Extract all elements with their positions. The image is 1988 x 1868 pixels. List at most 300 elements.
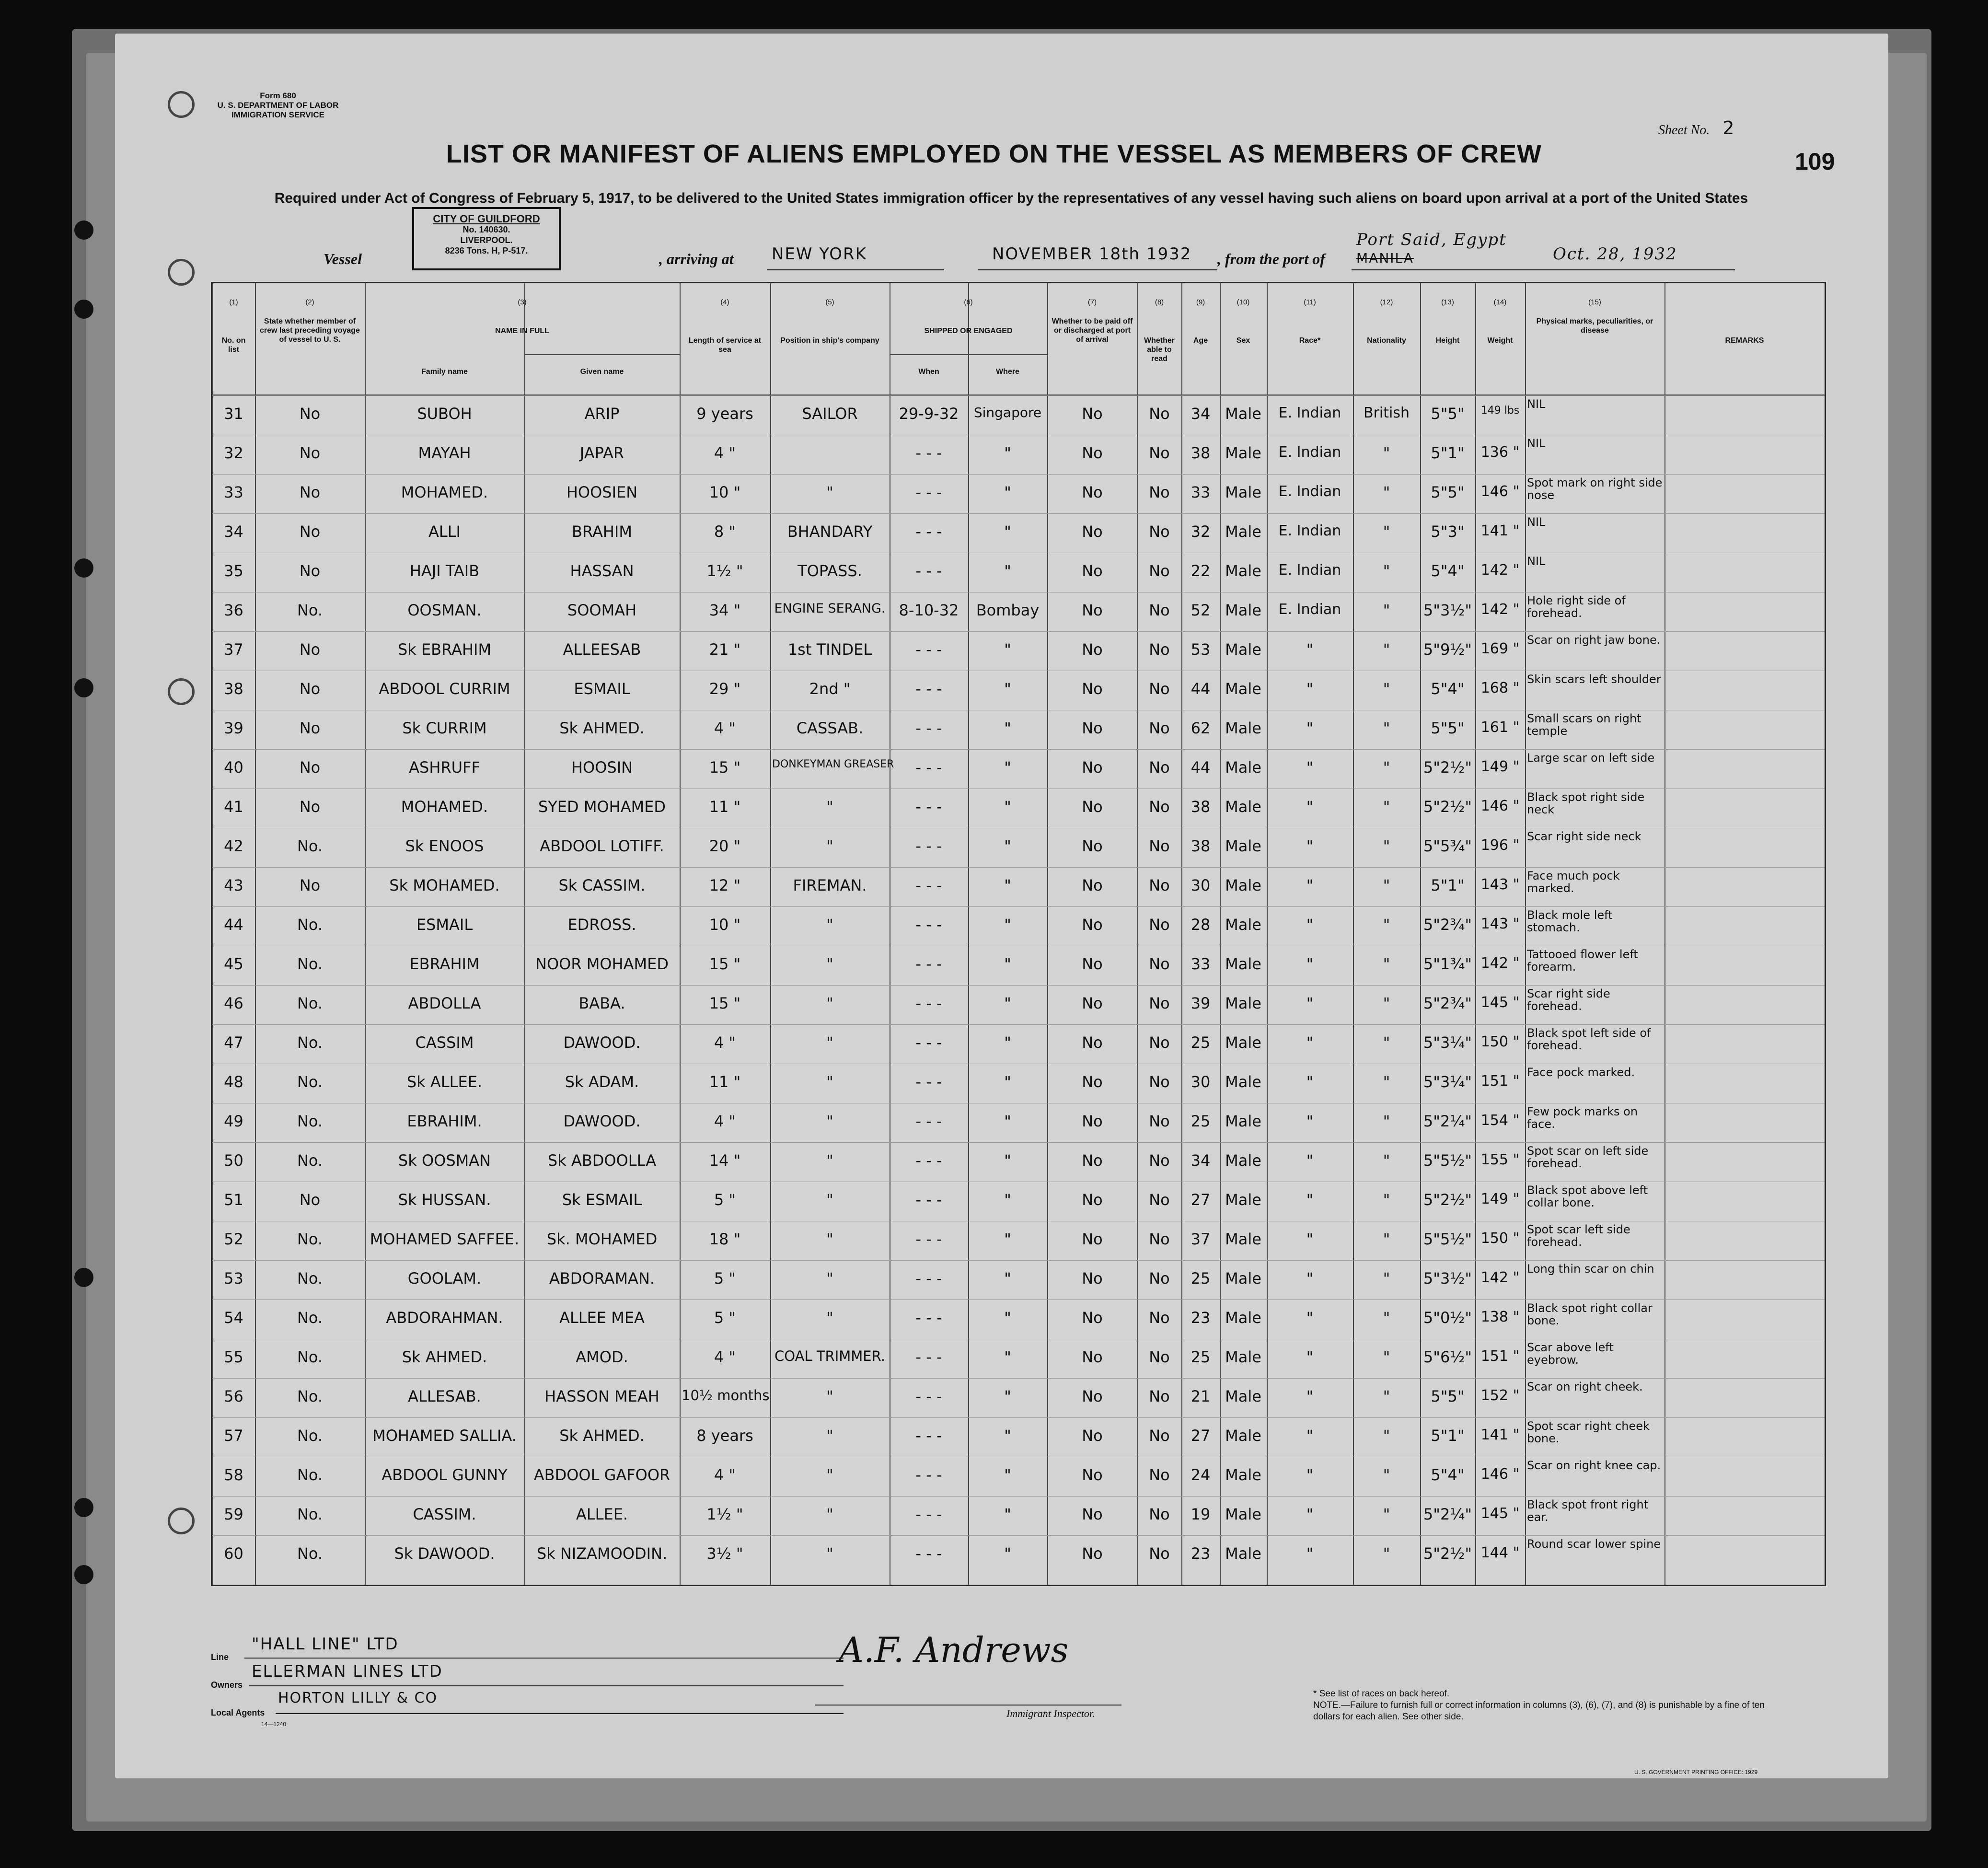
- cell-nat: ": [1383, 1033, 1390, 1052]
- cell-given: HASSON MEAH: [544, 1387, 659, 1405]
- cell-marks: Round scar lower spine: [1527, 1537, 1661, 1551]
- table-row: [212, 1496, 1825, 1536]
- cell-service: 20 ": [709, 837, 741, 855]
- cell-paid: No: [1082, 916, 1103, 934]
- cell-no: 44: [224, 916, 243, 934]
- cell-family: ABDOOL GUNNY: [381, 1466, 508, 1484]
- cell-given: Sk CASSIM.: [558, 876, 646, 894]
- cell-when: - - -: [915, 444, 942, 462]
- cell-where: ": [1004, 680, 1011, 698]
- cell-weight: 142 ": [1480, 955, 1520, 972]
- cell-when: - - -: [915, 1427, 942, 1445]
- cell-when: - - -: [915, 562, 942, 580]
- column-header: Sex: [1236, 336, 1250, 345]
- cell-paid: No: [1082, 1505, 1103, 1523]
- cell-paid: No: [1082, 994, 1103, 1012]
- cell-nat: ": [1383, 994, 1390, 1012]
- cell-weight: 145 ": [1480, 994, 1520, 1011]
- cell-family: CASSIM.: [413, 1505, 476, 1523]
- cell-race: ": [1306, 1073, 1314, 1091]
- cell-when: - - -: [915, 955, 942, 973]
- cell-family: MOHAMED.: [401, 483, 488, 501]
- cell-sex: Male: [1225, 1073, 1261, 1091]
- cell-marks: NIL: [1527, 555, 1546, 568]
- cell-nat: ": [1383, 1230, 1390, 1248]
- cell-no: 54: [224, 1309, 243, 1327]
- cell-marks: Scar on right cheek.: [1527, 1380, 1643, 1393]
- binder-hole: [74, 300, 93, 319]
- cell-read: No: [1149, 444, 1170, 462]
- cell-when: - - -: [915, 837, 942, 855]
- cell-family: EBRAHIM.: [407, 1112, 482, 1130]
- cell-prev: No: [299, 680, 321, 698]
- cell-marks: NIL: [1527, 437, 1546, 450]
- cell-weight: 149 lbs: [1480, 405, 1520, 417]
- cell-marks: Spot scar right cheek bone.: [1527, 1419, 1650, 1445]
- cell-position: ": [826, 1112, 833, 1130]
- cell-service: 5 ": [714, 1191, 736, 1209]
- cell-race: ": [1306, 1230, 1314, 1248]
- table-row: [212, 828, 1825, 868]
- cell-marks: Hole right side of forehead.: [1527, 594, 1626, 620]
- cell-paid: No: [1082, 1466, 1103, 1484]
- cell-prev: No: [299, 444, 321, 462]
- cell-position: TOPASS.: [798, 562, 862, 580]
- cell-age: 21: [1190, 1387, 1211, 1405]
- table-row: [212, 867, 1825, 907]
- cell-where: ": [1004, 1269, 1011, 1288]
- cell-weight: 150 ": [1480, 1033, 1520, 1050]
- table-row: [212, 1339, 1825, 1379]
- column-header: Height: [1435, 336, 1460, 345]
- cell-race: ": [1306, 1466, 1314, 1484]
- cell-position: ": [826, 837, 833, 855]
- cell-marks: NIL: [1527, 515, 1546, 529]
- cell-weight: 154 ": [1480, 1112, 1520, 1129]
- cell-sex: Male: [1225, 640, 1261, 659]
- cell-when: - - -: [915, 1230, 942, 1248]
- cell-no: 43: [224, 876, 243, 894]
- table-row: [212, 435, 1825, 475]
- cell-where: ": [1004, 1073, 1011, 1091]
- cell-where: ": [1004, 1112, 1011, 1130]
- cell-prev: No.: [297, 994, 323, 1012]
- cell-weight: 142 ": [1480, 601, 1520, 618]
- vessel-tonnage: 8236 Tons. H, P-517.: [445, 246, 528, 255]
- column-number: (1): [229, 298, 238, 306]
- cell-sex: Male: [1225, 1191, 1261, 1209]
- cell-height: 5"2½": [1423, 1191, 1472, 1209]
- underline: [1352, 269, 1735, 270]
- cell-sex: Male: [1225, 522, 1261, 541]
- cell-when: - - -: [915, 522, 942, 541]
- cell-race: E. Indian: [1278, 405, 1341, 421]
- column-number: (11): [1304, 298, 1316, 306]
- cell-no: 51: [224, 1191, 243, 1209]
- cell-given: HASSAN: [570, 562, 634, 580]
- cell-marks: Spot scar on left side forehead.: [1527, 1144, 1649, 1170]
- cell-age: 34: [1190, 1151, 1211, 1170]
- cell-paid: No: [1082, 1309, 1103, 1327]
- agents-label: Local Agents: [211, 1708, 265, 1717]
- cell-height: 5"5": [1431, 1387, 1465, 1405]
- cell-family: EBRAHIM: [409, 955, 480, 973]
- cell-position: ": [826, 1505, 833, 1523]
- cell-no: 33: [224, 483, 243, 501]
- cell-service: 3½ ": [706, 1544, 743, 1563]
- cell-prev: No: [299, 876, 321, 894]
- cell-marks: Scar right side neck: [1527, 830, 1641, 843]
- cell-given: Sk NIZAMOODIN.: [536, 1544, 668, 1563]
- cell-position: 2nd ": [809, 680, 851, 698]
- cell-service: 11 ": [709, 798, 741, 816]
- cell-when: - - -: [915, 1505, 942, 1523]
- cell-prev: No: [299, 522, 321, 541]
- cell-service: 4 ": [714, 1466, 736, 1484]
- cell-position: COAL TRIMMER.: [774, 1348, 885, 1364]
- binder-hole: [74, 220, 93, 240]
- cell-race: E. Indian: [1278, 562, 1341, 579]
- cell-no: 59: [224, 1505, 243, 1523]
- cell-height: 5"1": [1431, 1427, 1465, 1445]
- cell-race: ": [1306, 719, 1314, 737]
- cell-marks: Black spot right collar bone.: [1527, 1301, 1653, 1327]
- cell-age: 25: [1190, 1348, 1211, 1366]
- footnotes: [1313, 1688, 1792, 1723]
- cell-family: MOHAMED.: [401, 798, 488, 816]
- cell-paid: No: [1082, 719, 1103, 737]
- cell-given: ALLEE MEA: [559, 1309, 645, 1327]
- cell-given: HOOSIN: [571, 758, 633, 777]
- cell-prev: No.: [297, 1544, 323, 1563]
- cell-family: ALLESAB.: [408, 1387, 481, 1405]
- cell-no: 58: [224, 1466, 243, 1484]
- cell-family: Sk ALLEE.: [406, 1073, 483, 1091]
- cell-weight: 138 ": [1480, 1309, 1520, 1325]
- cell-position: ": [826, 1033, 833, 1052]
- cell-read: No: [1149, 876, 1170, 894]
- cell-prev: No.: [297, 1466, 323, 1484]
- cell-race: E. Indian: [1278, 522, 1341, 539]
- cell-nat: ": [1383, 1348, 1390, 1366]
- cell-position: ": [826, 1191, 833, 1209]
- cell-no: 35: [224, 562, 243, 580]
- cell-nat: ": [1383, 444, 1390, 462]
- cell-marks: Scar on right jaw bone.: [1527, 633, 1661, 647]
- cell-weight: 168 ": [1480, 680, 1520, 696]
- cell-weight: 136 ": [1480, 444, 1520, 461]
- cell-given: SOOMAH: [567, 601, 637, 619]
- cell-marks: Skin scars left shoulder: [1527, 673, 1661, 686]
- cell-nat: ": [1383, 483, 1390, 501]
- cell-no: 42: [224, 837, 243, 855]
- cell-weight: 151 ": [1480, 1073, 1520, 1090]
- cell-nat: ": [1383, 680, 1390, 698]
- cell-where: ": [1004, 1230, 1011, 1248]
- cell-paid: No: [1082, 1033, 1103, 1052]
- cell-service: 29 ": [709, 680, 741, 698]
- cell-family: OOSMAN.: [407, 601, 482, 619]
- punch-ring: [168, 1508, 195, 1534]
- cell-sex: Male: [1225, 444, 1261, 462]
- cell-where: ": [1004, 719, 1011, 737]
- cell-age: 38: [1190, 798, 1211, 816]
- cell-age: 44: [1190, 680, 1211, 698]
- cell-age: 24: [1190, 1466, 1211, 1484]
- cell-when: 8-10-32: [899, 601, 959, 619]
- cell-weight: 146 ": [1480, 483, 1520, 500]
- cell-no: 50: [224, 1151, 243, 1170]
- cell-marks: Small scars on right temple: [1527, 712, 1641, 738]
- cell-sex: Male: [1225, 562, 1261, 580]
- cell-where: Singapore: [973, 405, 1042, 420]
- cell-marks: NIL: [1527, 397, 1546, 411]
- binder-hole: [74, 1565, 93, 1584]
- cell-service: 5 ": [714, 1269, 736, 1288]
- cell-where: ": [1004, 1191, 1011, 1209]
- cell-age: 44: [1190, 758, 1211, 777]
- cell-position: FIREMAN.: [793, 876, 867, 894]
- cell-read: No: [1149, 522, 1170, 541]
- cell-position: ": [826, 994, 833, 1012]
- cell-position: ": [826, 1309, 833, 1327]
- cell-age: 23: [1190, 1544, 1211, 1563]
- cell-marks: Black mole left stomach.: [1527, 908, 1613, 934]
- cell-service: 4 ": [714, 444, 736, 462]
- cell-read: No: [1149, 1348, 1170, 1366]
- cell-paid: No: [1082, 640, 1103, 659]
- cell-given: ARIP: [584, 405, 620, 423]
- table-row: [212, 1064, 1825, 1103]
- printer-imprint: U. S. GOVERNMENT PRINTING OFFICE: 1929: [1634, 1769, 1758, 1775]
- cell-read: No: [1149, 994, 1170, 1012]
- cell-no: 47: [224, 1033, 243, 1052]
- inspector-signature: A.F. Andrews: [839, 1630, 1069, 1670]
- cell-no: 60: [224, 1544, 243, 1563]
- cell-sex: Male: [1225, 601, 1261, 619]
- cell-age: 37: [1190, 1230, 1211, 1248]
- cell-age: 52: [1190, 601, 1211, 619]
- underline: [276, 1713, 844, 1714]
- cell-no: 36: [224, 601, 243, 619]
- vessel-name: CITY OF GUILDFORD: [433, 213, 540, 225]
- cell-when: - - -: [915, 1112, 942, 1130]
- column-header: Race*: [1299, 336, 1321, 345]
- cell-race: E. Indian: [1278, 601, 1341, 618]
- cell-service: 12 ": [709, 876, 741, 894]
- cell-race: ": [1306, 1544, 1314, 1563]
- cell-family: CASSIM: [415, 1033, 474, 1052]
- cell-when: - - -: [915, 1191, 942, 1209]
- table-row: [212, 1221, 1825, 1261]
- arrival-port: NEW YORK: [772, 244, 867, 264]
- cell-read: No: [1149, 680, 1170, 698]
- cell-race: E. Indian: [1278, 483, 1341, 500]
- column-number: (13): [1441, 298, 1454, 306]
- cell-sex: Male: [1225, 758, 1261, 777]
- cell-no: 53: [224, 1269, 243, 1288]
- cell-no: 34: [224, 522, 243, 541]
- cell-nat: ": [1383, 955, 1390, 973]
- cell-age: 25: [1190, 1269, 1211, 1288]
- cell-sex: Male: [1225, 876, 1261, 894]
- cell-where: ": [1004, 876, 1011, 894]
- cell-sex: Male: [1225, 994, 1261, 1012]
- column-number: (3): [518, 298, 527, 306]
- cell-where: ": [1004, 1348, 1011, 1366]
- cell-marks: Large scar on left side: [1527, 751, 1655, 765]
- cell-sex: Male: [1225, 680, 1261, 698]
- cell-where: ": [1004, 916, 1011, 934]
- cell-position: CASSAB.: [796, 719, 864, 737]
- cell-read: No: [1149, 916, 1170, 934]
- arrival-date: NOVEMBER 18th 1932: [992, 244, 1192, 264]
- column-header: SHIPPED OR ENGAGED: [924, 327, 1013, 335]
- vessel-label: Vessel: [324, 250, 362, 267]
- cell-given: ESMAIL: [574, 680, 630, 698]
- cell-no: 31: [224, 405, 243, 423]
- cell-paid: No: [1082, 522, 1103, 541]
- cell-service: 9 years: [696, 405, 753, 423]
- cell-service: 10 ": [709, 483, 741, 501]
- cell-no: 56: [224, 1387, 243, 1405]
- cell-nat: ": [1383, 1269, 1390, 1288]
- cell-height: 5"4": [1431, 1466, 1465, 1484]
- cell-paid: No: [1082, 1151, 1103, 1170]
- column-header: NAME IN FULL: [495, 327, 549, 335]
- cell-where: ": [1004, 1033, 1011, 1052]
- cell-when: - - -: [915, 1544, 942, 1563]
- cell-family: ASHRUFF: [409, 758, 480, 777]
- cell-given: ABDOOL GAFOOR: [533, 1466, 670, 1484]
- page-title: LIST OR MANIFEST OF ALIENS EMPLOYED ON THE VESSEL AS MEMBERS OF CREW: [446, 139, 1542, 168]
- cell-weight: 149 ": [1480, 1191, 1520, 1207]
- inspector-label: Immigrant Inspector.: [1006, 1707, 1095, 1719]
- cell-no: 55: [224, 1348, 243, 1366]
- cell-read: No: [1149, 1151, 1170, 1170]
- cell-family: Sk HUSSAN.: [398, 1191, 491, 1209]
- cell-no: 46: [224, 994, 243, 1012]
- cell-read: No: [1149, 758, 1170, 777]
- cell-when: - - -: [915, 680, 942, 698]
- binder-hole: [74, 558, 93, 578]
- cell-when: - - -: [915, 798, 942, 816]
- cell-weight: 150 ": [1480, 1230, 1520, 1247]
- cell-sex: Male: [1225, 1112, 1261, 1130]
- column-number: (2): [305, 298, 314, 306]
- cell-paid: No: [1082, 1230, 1103, 1248]
- cell-no: 45: [224, 955, 243, 973]
- arriving-label: , arriving at: [659, 250, 734, 267]
- cell-weight: 146 ": [1480, 1466, 1520, 1483]
- cell-paid: No: [1082, 837, 1103, 855]
- cell-family: Sk MOHAMED.: [389, 876, 500, 894]
- cell-paid: No: [1082, 483, 1103, 501]
- cell-read: No: [1149, 1230, 1170, 1248]
- cell-prev: No.: [297, 1505, 323, 1523]
- table-row: [212, 1378, 1825, 1418]
- cell-read: No: [1149, 837, 1170, 855]
- page-number: 109: [1795, 148, 1835, 175]
- departure-port: Port Said, Egypt: [1356, 230, 1507, 249]
- cell-race: ": [1306, 1505, 1314, 1523]
- subheader-divider: [524, 354, 680, 355]
- departure-date: Oct. 28, 1932: [1553, 244, 1677, 264]
- table-row: [212, 474, 1825, 514]
- cell-nat: ": [1383, 876, 1390, 894]
- cell-read: No: [1149, 1269, 1170, 1288]
- cell-no: 37: [224, 640, 243, 659]
- cell-position: ": [826, 916, 833, 934]
- cell-when: - - -: [915, 1348, 942, 1366]
- cell-paid: No: [1082, 955, 1103, 973]
- cell-height: 5"0½": [1423, 1309, 1472, 1327]
- cell-age: 25: [1190, 1033, 1211, 1052]
- cell-marks: Scar above left eyebrow.: [1527, 1341, 1614, 1367]
- cell-paid: No: [1082, 758, 1103, 777]
- cell-given: ABDOOL LOTIFF.: [540, 837, 664, 855]
- cell-nat: ": [1383, 1309, 1390, 1327]
- cell-given: EDROSS.: [567, 916, 636, 934]
- cell-family: Sk EBRAHIM: [397, 640, 492, 659]
- table-row: [212, 710, 1825, 750]
- cell-service: 4 ": [714, 1112, 736, 1130]
- cell-service: 18 ": [709, 1230, 741, 1248]
- cell-service: 1½ ": [706, 562, 743, 580]
- underline: [767, 269, 944, 270]
- column-number: (8): [1155, 298, 1164, 306]
- cell-service: 34 ": [709, 601, 741, 619]
- cell-paid: No: [1082, 1073, 1103, 1091]
- cell-marks: Long thin scar on chin: [1527, 1262, 1654, 1276]
- cell-height: 5"6½": [1423, 1348, 1472, 1366]
- page-subtitle: Required under Act of Congress of February 5, 1917, to be delivered to the United States immigration officer by the representatives of any vessel having such aliens on board upon arrival at a port of the United States: [274, 190, 1748, 206]
- cell-paid: No: [1082, 1112, 1103, 1130]
- cell-nat: ": [1383, 837, 1390, 855]
- cell-where: ": [1004, 483, 1011, 501]
- cell-position: ": [826, 1387, 833, 1405]
- cell-position: ": [826, 1151, 833, 1170]
- column-header: Weight: [1487, 336, 1513, 345]
- cell-race: ": [1306, 1112, 1314, 1130]
- cell-when: - - -: [915, 758, 942, 777]
- cell-nat: ": [1383, 1073, 1390, 1091]
- cell-nat: ": [1383, 1112, 1390, 1130]
- cell-weight: 145 ": [1480, 1505, 1520, 1522]
- cell-given: Sk ADAM.: [565, 1073, 639, 1091]
- cell-sex: Male: [1225, 1544, 1261, 1563]
- cell-given: NOOR MOHAMED: [535, 955, 669, 973]
- cell-prev: No.: [297, 837, 323, 855]
- cell-race: ": [1306, 1427, 1314, 1445]
- cell-race: ": [1306, 837, 1314, 855]
- column-number: (6): [964, 298, 973, 306]
- vessel-info-row: [0, 230, 1988, 278]
- cell-given: Sk ABDOOLLA: [547, 1151, 657, 1170]
- cell-sex: Male: [1225, 1269, 1261, 1288]
- cell-where: ": [1004, 1505, 1011, 1523]
- cell-height: 5"3¼": [1423, 1033, 1472, 1052]
- cell-height: 5"2¼": [1423, 1112, 1472, 1130]
- cell-service: 5 ": [714, 1309, 736, 1327]
- cell-when: - - -: [915, 994, 942, 1012]
- cell-weight: 142 ": [1480, 562, 1520, 579]
- cell-marks: Spot scar left side forehead.: [1527, 1223, 1630, 1249]
- cell-where: ": [1004, 994, 1011, 1012]
- underline: [815, 1705, 1121, 1706]
- cell-height: 5"2¾": [1423, 994, 1472, 1012]
- cell-height: 5"2½": [1423, 758, 1472, 777]
